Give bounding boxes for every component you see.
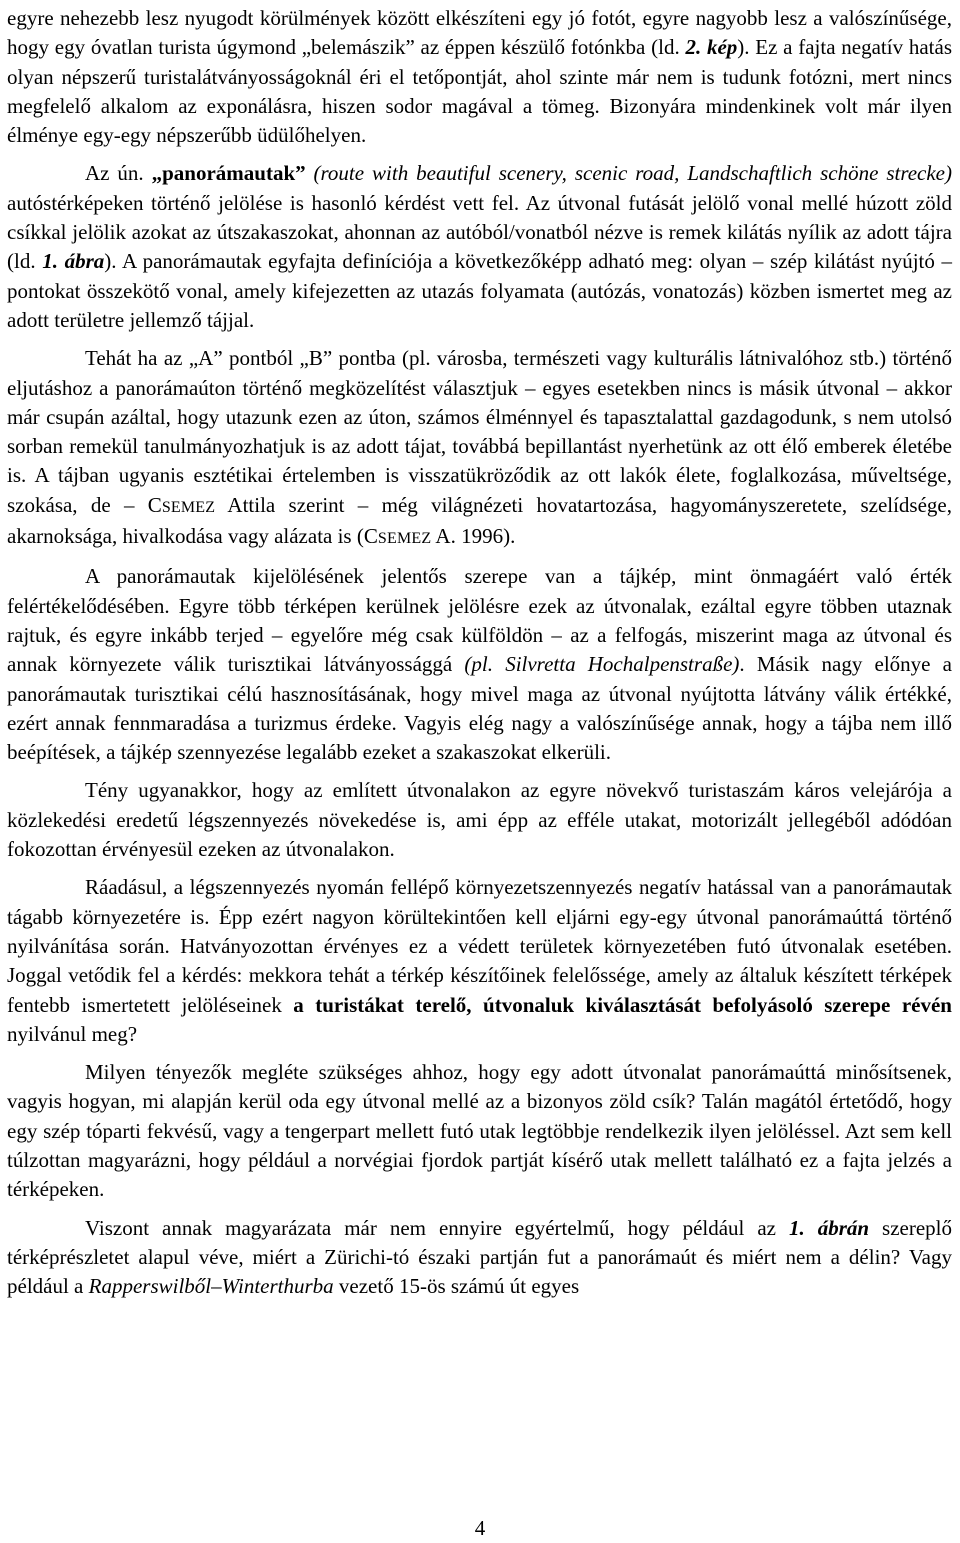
text-run: Milyen tényezők megléte szükséges ahhoz, hogy egy adott útvonalat panorámaúttá minősítsenek, vagyis hogyan, mi alapján kerül oda egy útvonal mellé az a bizonyos zöld csík? Talán magától értetődő, hogy egy szép tóparti fekvésű, vagy a tengerpart mellett futó utak legtöbbje rendelkezik ilyen jelöléssel. Azt sem kell túlzottan magyarázni, hogy például a norvégiai fjordok partját kísérő utak mellett található ez a fajta jelzés a térképeken. — [7, 1060, 952, 1202]
text-run: Attila szerint – még világnézeti hovatartozása, hagyományszeretete, szelídsége, akarnoksága, hivalkodása vagy alázata is ( — [7, 492, 952, 549]
text-run: A panorámautak kijelölésének jelentős szerepe van a tájkép, mint önmagáért való érték felértékelődésében. Egyre több térképen kerülnek jelölésre ezek az útvonalak, ezáltal egyre többen utaznak rajtuk, és egyre inkább terjed – egyelőre még csak külföldön – az a felfogás, miszerint maga az útvonal és annak környezete válik turisztikai látványossággá — [7, 564, 952, 677]
paragraph-2 — [7, 159, 952, 335]
page-number: 4 — [474, 1516, 486, 1540]
text-run: Ráadásul, a légszennyezés nyomán fellépő környezetszennyezés negatív hatással van a panorámautak tágabb környezetére is. Épp ezért nagyon körültekintően kell eljárni egy-egy útvonal panorámaúttá történő nyilvánítása során. Hatványozottan érvényes ez a védett területek környezetében futó útvonalak esetében. Joggal vetődik fel a kérdés: mekkora tehát a térkép készítőinek felelőssége, amely az általuk készített térképek fentebb ismertetett jelöléseinek — [7, 875, 952, 1017]
bold-phrase: a turistákat terelő, útvonaluk kiválasztását befolyásoló szerepe révén — [293, 992, 952, 1017]
bold-term: „panorámautak” — [151, 161, 306, 186]
text-run: . Másik nagy előnye a panorámautak turisztikai célú hasznosításának, hogy mivel maga az útvonal nyújtotta látvány válik értékké, ezért annak fennmaradása a turizmus érdeke. Vagyis elég nagy a valószínűsége annak, hogy a tájba nem illő beépítések, a tájkép szennyezése legalább ezeket a szakaszokat elkerüli. — [7, 652, 952, 765]
paragraph-7 — [7, 1058, 952, 1204]
text-run: Viszont annak magyarázata már nem ennyire egyértelmű, hogy például az — [85, 1215, 789, 1240]
author-initial: C — [363, 524, 378, 549]
paragraph-3 — [7, 344, 952, 553]
text-run: vezető 15-ös számú út egyes — [333, 1274, 580, 1299]
text-run: Tehát ha az „A” pontból „B” pontba (pl. városba, természeti vagy kulturális látnivalóhoz stb.) történő eljutáshoz a panorámaúton történő megközelítést választjuk – egyes esetekben nincs is másik útvonal – akkor már csupán azáltal, hogy utazunk ezen az úton, számos élménnyel és tapasztalattal gazdagodunk, s nem utolsó sorban remekül tanulmányozhatjuk is az adott tájat, továbbá bepillantást nyerhetünk az ott élő emberek életébe is. A tájban ugyanis esztétikai értelemben is visszatükröződik az ott lakók élete, foglalkozása, műveltsége, szokása, de – — [7, 346, 952, 517]
author-smallcaps: SEMEZ — [161, 498, 216, 516]
text-run: nyilvánul meg? — [7, 1021, 138, 1046]
author-initial: C — [147, 492, 162, 517]
text-run: A. 1996). — [431, 524, 516, 549]
text-run: Az ún. — [85, 161, 152, 186]
italic-translation: (route with beautiful scenery, scenic road, Landschaftlich schöne strecke) — [305, 161, 952, 186]
italic-route: Rapperswilből–Winterthurba — [88, 1274, 334, 1299]
paragraph-1 — [7, 4, 952, 150]
text-run: ). Ez a fajta negatív hatás olyan népszerű turistalátványosságoknál éri el tetőpontját, ahol szinte már nem is tudunk fotózni, mert nincs megfelelő alkalom az exponálásra, hiszen sodor magával a tömeg. Bizonyára mindenkinek volt már ilyen élménye egy-egy népszerűbb üdülőhelyen. — [7, 35, 952, 148]
text-run: autóstérképeken történő jelölése is hasonló kérdést vett fel. Az útvonal futását jelölő vonal mellé húzott zöld csíkkal jelölik azokat az útszakaszokat, ahonnan az autóból/vonatból nézve is remek kilátás nyílik az adott tájra (ld. — [7, 190, 952, 274]
paragraph-5 — [7, 776, 952, 864]
figure-reference: 2. kép — [685, 35, 738, 60]
figure-reference: 1. ábrán — [788, 1215, 870, 1240]
paragraph-4 — [7, 562, 952, 767]
author-smallcaps: SEMEZ — [377, 530, 432, 548]
paragraph-6 — [7, 873, 952, 1049]
paragraph-8 — [7, 1214, 952, 1302]
figure-reference: 1. ábra — [42, 249, 105, 274]
text-run: Tény ugyanakkor, hogy az említett útvonalakon az egyre növekvő turistaszám káros velejárója a közlekedési eredetű légszennyezés növekedése is, ami épp az efféle utakat, motorizált jellegéből adódóan fokozottan érvényesül ezeken az útvonalakon. — [7, 778, 952, 862]
italic-example: (pl. Silvretta Hochalpenstraße) — [452, 652, 740, 677]
text-run: ). A panorámautak egyfajta definíciója a következőképp adható meg: olyan – szép kilátást nyújtó – pontokat összekötő vonal, amely kifejezetten az utazás folyamata (autózás, vonatozás) közben ismertet meg az adott területre jellemző tájjal. — [7, 249, 952, 332]
text-run: egyre nehezebb lesz nyugodt körülmények között elkészíteni egy jó fotót, egyre nagyobb lesz a valószínűsége, hogy egy óvatlan turista úgymond „belemászik” az éppen készülő fotónkba (ld. — [7, 6, 952, 60]
text-run: szereplő térképrészletet alapul véve, miért a Zürichi-tó északi partján fut a panorámaút és miért nem a délin? Vagy például a — [7, 1215, 952, 1299]
